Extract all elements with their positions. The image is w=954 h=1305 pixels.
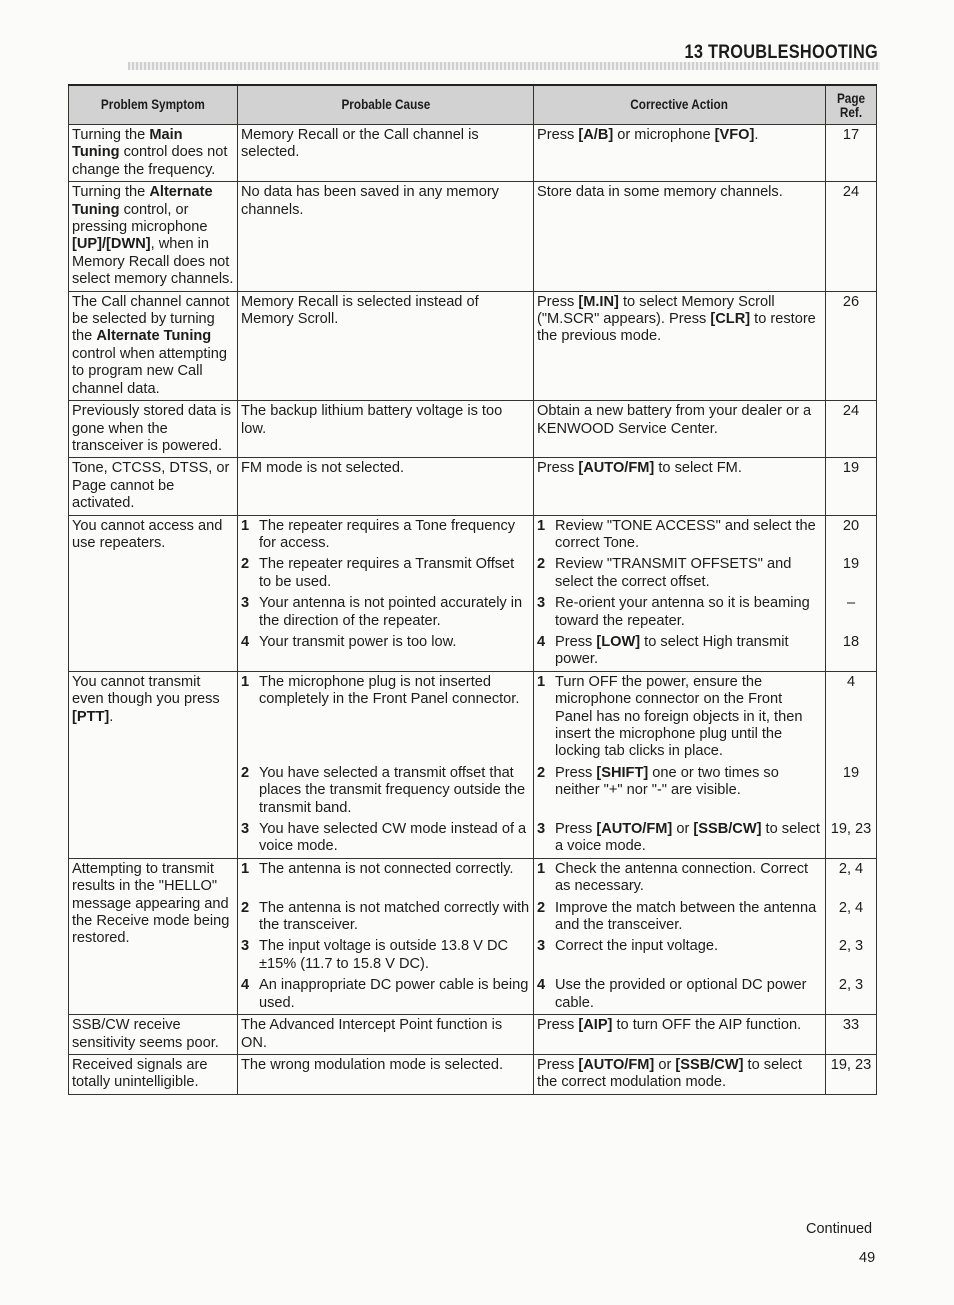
cause-cell: Memory Recall is selected instead of Memory Scroll.: [238, 291, 534, 400]
page-ref-cell: –: [826, 593, 877, 632]
cause-cell: 3 The input voltage is outside 13.8 V DC ±15% (11.7 to 15.8 V DC).: [238, 936, 534, 975]
cause-cell: 1 The antenna is not connected correctly.: [238, 858, 534, 897]
action-cell: 3 Correct the input voltage.: [534, 936, 826, 975]
table-header-row: [69, 85, 877, 125]
table-row: [69, 458, 877, 515]
action-cell: Press [AUTO/FM] to select FM.: [534, 458, 826, 515]
cause-cell: 4 An inappropriate DC power cable is being used.: [238, 975, 534, 1014]
page-ref-cell: 2, 4: [826, 898, 877, 937]
table-row: [69, 182, 877, 291]
cause-cell: 2 The antenna is not matched correctly with the transceiver.: [238, 898, 534, 937]
page-ref-cell: 24: [826, 182, 877, 291]
symptom-cell: Attempting to transmit results in the "HELLO" message appearing and the Receive mode being restored.: [69, 858, 238, 1014]
symptom-cell: Received signals are totally unintelligible.: [69, 1054, 238, 1094]
cause-cell: 3 Your antenna is not pointed accurately in the direction of the repeater.: [238, 593, 534, 632]
action-cell: 1 Turn OFF the power, ensure the microphone connector on the Front Panel has no foreign objects in it, then insert the microphone plug until the locking tab clicks in place.: [534, 671, 826, 763]
page-ref-cell: 17: [826, 125, 877, 182]
table-row: [69, 125, 877, 182]
page-ref-cell: 33: [826, 1015, 877, 1055]
page-ref-cell: 19: [826, 763, 877, 819]
action-cell: Press [AUTO/FM] or [SSB/CW] to select the correct modulation mode.: [534, 1054, 826, 1094]
cause-cell: Memory Recall or the Call channel is selected.: [238, 125, 534, 182]
action-cell: Store data in some memory channels.: [534, 182, 826, 291]
cause-cell: The Advanced Intercept Point function is ON.: [238, 1015, 534, 1055]
cause-cell: FM mode is not selected.: [238, 458, 534, 515]
action-cell: 2 Review "TRANSMIT OFFSETS" and select the correct offset.: [534, 554, 826, 593]
page-ref-cell: 19, 23: [826, 819, 877, 858]
cause-cell: The wrong modulation mode is selected.: [238, 1054, 534, 1094]
page-ref-cell: 26: [826, 291, 877, 400]
col-header-symptom: Problem Symptom: [69, 85, 238, 125]
table-row: [69, 1015, 877, 1055]
col-header-cause: Probable Cause: [238, 85, 534, 125]
action-cell: 2 Press [SHIFT] one or two times so neither "+" nor "-" are visible.: [534, 763, 826, 819]
chapter-title: 13 TROUBLESHOOTING: [684, 42, 878, 63]
page-ref-cell: 2, 3: [826, 936, 877, 975]
table-row: [69, 1054, 877, 1094]
symptom-cell: Tone, CTCSS, DTSS, or Page cannot be activated.: [69, 458, 238, 515]
page-ref-cell: 19: [826, 554, 877, 593]
symptom-cell: Previously stored data is gone when the transceiver is powered.: [69, 401, 238, 458]
cause-cell: 2 The repeater requires a Transmit Offset to be used.: [238, 554, 534, 593]
cause-cell: The backup lithium battery voltage is too low.: [238, 401, 534, 458]
action-cell: Press [M.IN] to select Memory Scroll ("M.SCR" appears). Press [CLR] to restore the previous mode.: [534, 291, 826, 400]
action-cell: 4 Use the provided or optional DC power cable.: [534, 975, 826, 1014]
cause-cell: No data has been saved in any memory channels.: [238, 182, 534, 291]
action-cell: Obtain a new battery from your dealer or a KENWOOD Service Center.: [534, 401, 826, 458]
table-row: [69, 671, 877, 763]
cause-cell: 4 Your transmit power is too low.: [238, 632, 534, 671]
symptom-cell: Turning the Main Tuning control does not change the frequency.: [69, 125, 238, 182]
table-row: [69, 515, 877, 554]
action-cell: Press [AIP] to turn OFF the AIP function.: [534, 1015, 826, 1055]
symptom-cell: The Call channel cannot be selected by turning the Alternate Tuning control when attempting to program new Call channel data.: [69, 291, 238, 400]
symptom-cell: Turning the Alternate Tuning control, or pressing microphone [UP]/[DWN], when in Memory Recall does not select memory channels.: [69, 182, 238, 291]
action-cell: 4 Press [LOW] to select High transmit power.: [534, 632, 826, 671]
cause-cell: 3 You have selected CW mode instead of a voice mode.: [238, 819, 534, 858]
page-number: 49: [859, 1250, 876, 1266]
symptom-cell: You cannot access and use repeaters.: [69, 515, 238, 671]
action-cell: 1 Review "TONE ACCESS" and select the correct Tone.: [534, 515, 826, 554]
cause-cell: 1 The microphone plug is not inserted completely in the Front Panel connector.: [238, 671, 534, 763]
continued-label: Continued: [806, 1221, 873, 1237]
symptom-cell: SSB/CW receive sensitivity seems poor.: [69, 1015, 238, 1055]
symptom-cell: You cannot transmit even though you press [PTT].: [69, 671, 238, 858]
action-cell: 3 Re-orient your antenna so it is beaming toward the repeater.: [534, 593, 826, 632]
action-cell: Press [A/B] or microphone [VFO].: [534, 125, 826, 182]
page-ref-cell: 24: [826, 401, 877, 458]
action-cell: 3 Press [AUTO/FM] or [SSB/CW] to select a voice mode.: [534, 819, 826, 858]
page-ref-cell: 2, 4: [826, 858, 877, 897]
col-header-page: Page Ref.: [826, 85, 877, 125]
action-cell: 2 Improve the match between the antenna and the transceiver.: [534, 898, 826, 937]
page-ref-cell: 2, 3: [826, 975, 877, 1014]
page-ref-cell: 4: [826, 671, 877, 763]
table-row: [69, 401, 877, 458]
page-ref-cell: 20: [826, 515, 877, 554]
cause-cell: 2 You have selected a transmit offset that places the transmit frequency outside the transmit band.: [238, 763, 534, 819]
troubleshooting-table: [68, 84, 877, 1095]
table-row: [69, 858, 877, 897]
action-cell: 1 Check the antenna connection. Correct as necessary.: [534, 858, 826, 897]
page-ref-cell: 19, 23: [826, 1054, 877, 1094]
col-header-action: Corrective Action: [534, 85, 826, 125]
table-row: [69, 291, 877, 400]
page-ref-cell: 18: [826, 632, 877, 671]
page-ref-cell: 19: [826, 458, 877, 515]
cause-cell: 1 The repeater requires a Tone frequency for access.: [238, 515, 534, 554]
